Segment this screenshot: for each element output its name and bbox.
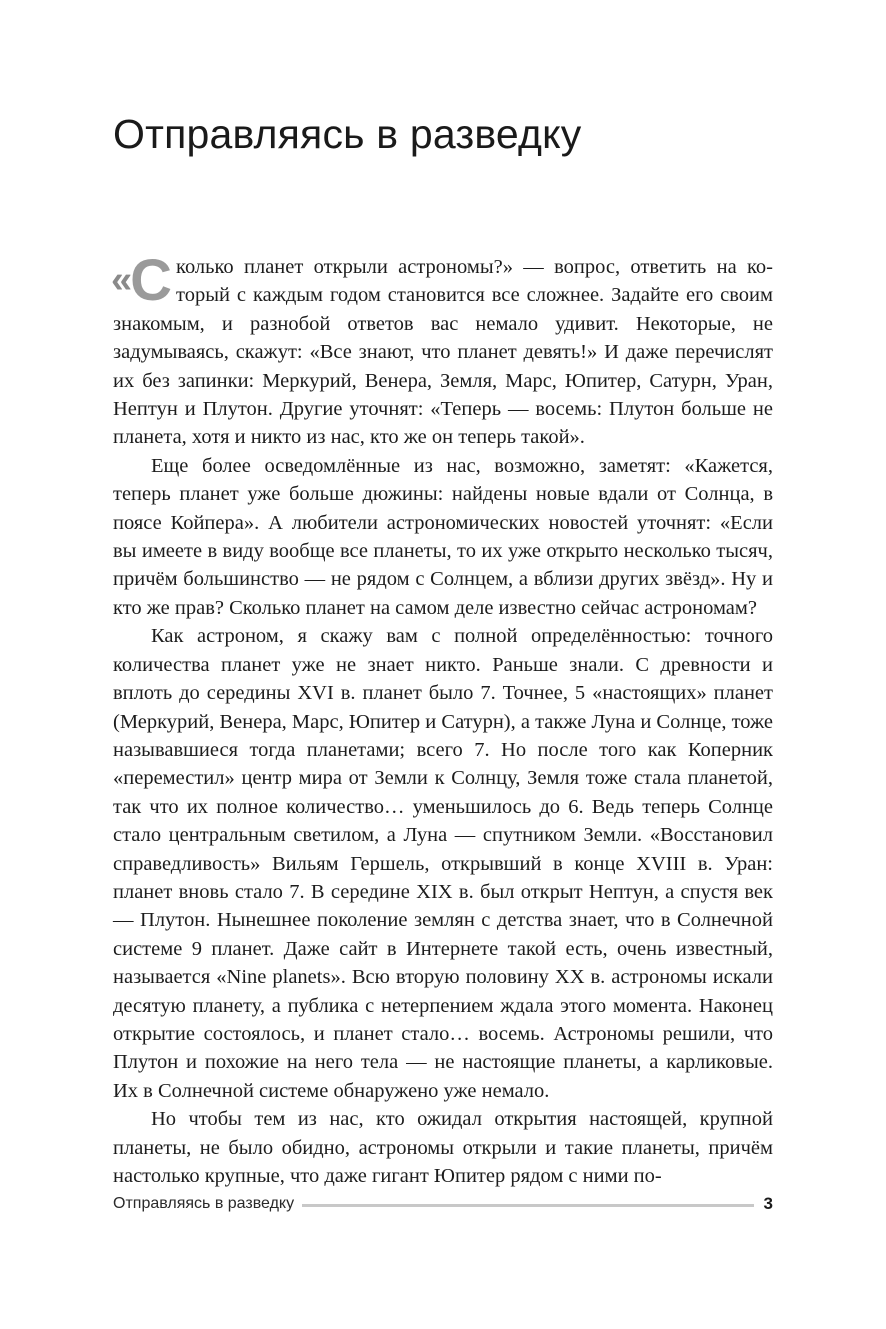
paragraph <box>111 248 773 452</box>
page-footer <box>113 1192 773 1216</box>
paragraph: Но чтобы тем из нас, кто ожидал открытия настоящей, крупной планеты, не было обидно, астрономы открыли и такие планеты, причём настолько крупные, что даже гигант Юпитер рядом с ними по- <box>113 1108 773 1187</box>
running-title: Отправляясь в разведку <box>113 1195 295 1212</box>
drop-cap <box>111 248 173 313</box>
paragraph: Еще более осведомлённые из нас, возможно, заметят: «Кажется, теперь планет уже больше дюжины: найдены новые вдали от Солнца, в поясе Койпера». А любители астрономических новостей уточнят: «Если вы имеете в виду вообще все планеты, то их уже открыто несколько тысяч, причём большинство — не рядом с Солнцем, а вблизи других звёзд». Ну и кто же прав? Сколько планет на самом деле известно сейчас астрономам? <box>113 454 773 619</box>
paragraph-text: колько планет открыли астрономы?» — вопрос, ответить на который с каждым годом становится все сложнее. Задайте его своим знакомым, и разнобой ответов вас немало удивит. Некоторые, не задумываясь, скажут: «Все знают, что планет девять!» И даже перечислят их без запинки: Меркурий, Венера, Земля, Марс, Юпитер, Сатурн, Уран, Нептун и Плутон. Другие уточнят: «Теперь — восемь: Плутон больше не планета, хотя и никто из нас, кто же он теперь такой». <box>113 256 773 449</box>
page-number: 3 <box>763 1194 773 1213</box>
drop-cap-quote: « <box>111 259 129 301</box>
drop-cap-letter: С <box>130 248 173 313</box>
body-text <box>111 248 774 1190</box>
paragraph: Как астроном, я скажу вам с полной определённостью: точного количества планет уже не знает никто. Раньше знали. С древности и вплоть до середины XVI в. планет было 7. Точнее, 5 «настоящих» планет (Меркурий, Венера, Марс, Юпитер и Сатурн), а также Луна и Солнце, тоже называвшиеся тогда планетами; всего 7. Но после того как Коперник «переместил» центр мира от Земли к Солнцу, Земля тоже стала планетой, так что их полное количество… уменьшилось до 6. Ведь теперь Солнце стало центральным светилом, а Луна — спутником Земли. «Восстановил справедливость» Вильям Гершель, открывший в конце XVIII в. Уран: планет вновь стало 7. В середине XIX в. был открыт Нептун, а спустя век — Плутон. Нынешнее поколение землян с детства знает, что в Солнечной системе 9 планет. Даже сайт в Интернете такой есть, очень известный, называется «Nine planets». Всю вторую половину XX в. астрономы искали десятую планету, а публика с нетерпением ждала этого момента. Наконец открытие состоялось, и планет стало… восемь. Астрономы решили, что Плутон и похожие на него тела — не настоящие планеты, а карликовые. Их в Солнечной системе обнаружено уже немало. <box>113 625 774 1102</box>
footer-rule <box>302 1204 753 1207</box>
chapter-title: Отправляясь в разведку <box>113 111 582 157</box>
